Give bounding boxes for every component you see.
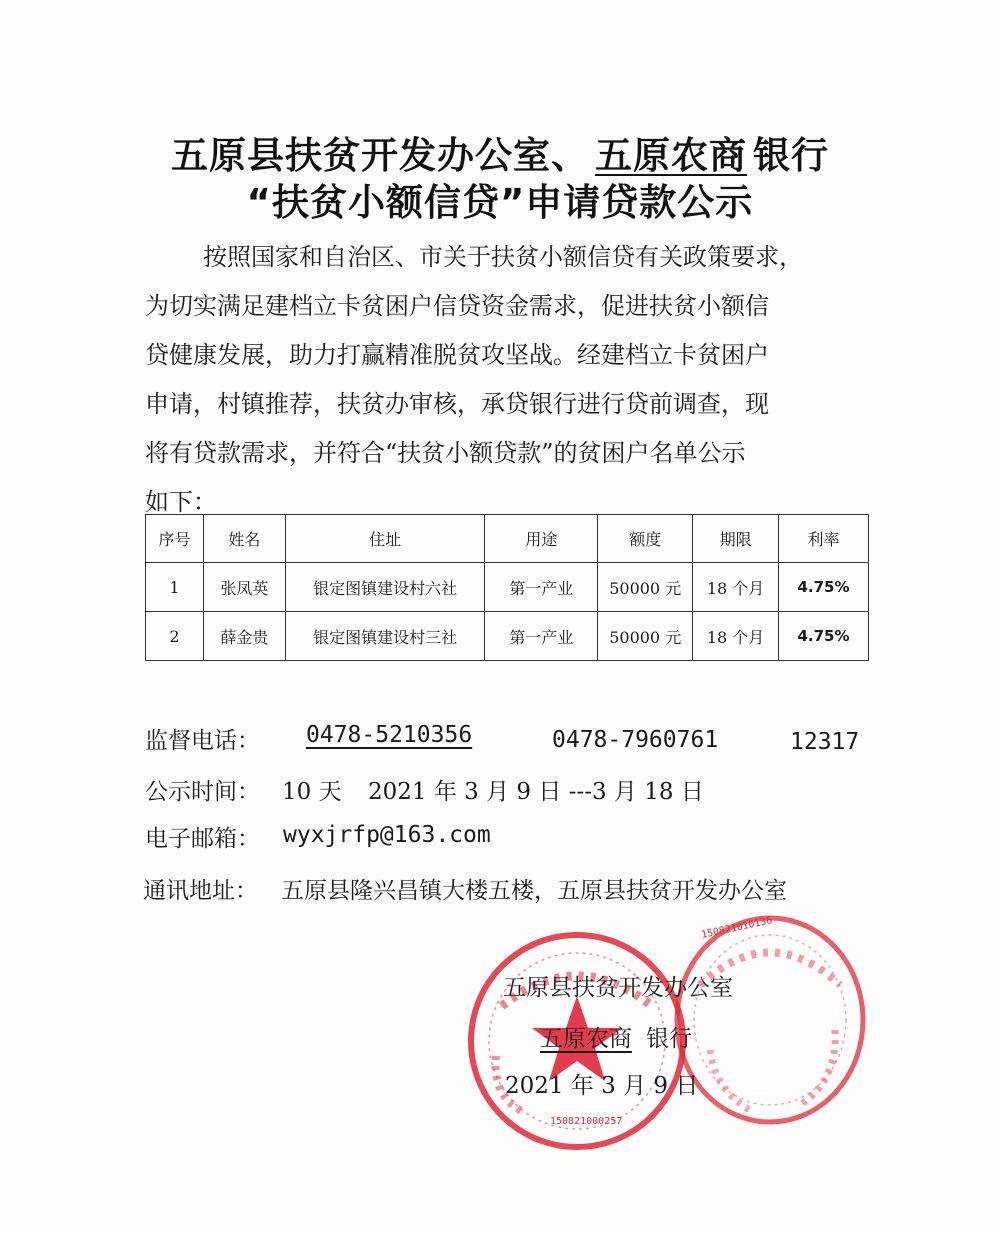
table-cell: 第一产业 [485,612,598,661]
office-seal-serial: 150821000257 [550,1116,623,1127]
signature-bank [540,1020,692,1053]
table-cell: 薛金贵 [203,612,285,661]
table-header-cell: 序号 [146,515,204,563]
table-cell: 4.75% [779,563,869,612]
signature-date: 2021 年 3 月 9 日 [505,1073,699,1099]
signature-office: 五原县扶贫开发办公室 [503,975,733,1001]
table-cell: 银定图镇建设村六社 [285,563,485,612]
table-cell: 18 个月 [693,612,779,661]
table-cell: 18 个月 [693,563,779,612]
table-cell: 2 [146,612,204,661]
intro-line: 为切实满足建档立卡贫困户信贷资金需求，促进扶贫小额信 [145,292,769,320]
address-label: 通讯地址： [143,878,258,904]
table-cell: 第一产业 [485,563,598,612]
signature-bank-name: 五原农商 [540,1026,632,1052]
bank-seal-image [670,910,870,1130]
title-line-1 [0,125,1000,179]
title-suffix: 银行 [753,134,829,177]
table-header-row [146,515,869,563]
table-cell: 50000 元 [598,612,693,661]
email-address: wyxjrfp@163.com [283,822,491,848]
period-label: 公示时间： [145,779,260,805]
phone-number-2: 0478-7960761 [552,727,719,753]
intro-line: 将有贷款需求，并符合“扶贫小额贷款”的贫困户名单公示 [145,439,746,467]
intro-line: 按照国家和自治区、市关于扶贫小额信贷有关政策要求， [203,243,803,271]
phone-number-3: 12317 [790,729,860,755]
intro-line: 如下： [145,488,217,516]
table-row [146,563,869,612]
table-header-cell: 额度 [598,515,693,563]
table-header-cell: 期限 [693,515,779,563]
table-cell: 50000 元 [598,563,693,612]
intro-line: 申请，村镇推荐，扶贫办审核，承贷银行进行贷前调查，现 [145,390,769,418]
bank-seal-serial: 150821010136 [700,915,774,941]
table-cell: 1 [146,563,204,612]
title-bank-name: 五原农商 [595,134,747,177]
table-cell: 4.75% [779,612,869,661]
intro-paragraph [145,233,875,527]
title-line-2: “扶贫小额信贷”申请贷款公示 [246,181,754,224]
title-prefix: 五原县扶贫开发办公室、 [171,134,589,177]
address-text: 五原县隆兴昌镇大楼五楼，五原县扶贫开发办公室 [281,878,787,904]
intro-line: 贷健康发展，助力打赢精准脱贫攻坚战。经建档立卡贫困户 [145,341,769,369]
email-label: 电子邮箱： [145,826,260,852]
signature-bank-suffix: 银行 [646,1026,692,1052]
phone-number-1: 0478-5210356 [306,722,473,748]
phone-label: 监督电话： [145,728,260,754]
table-header-cell: 姓名 [203,515,285,563]
applicant-table [145,514,869,661]
table-cell: 银定图镇建设村三社 [285,612,485,661]
table-header-cell: 住址 [285,515,485,563]
period-range: 2021 年 3 月 9 日 ---3 月 18 日 [368,779,704,805]
table-header-cell: 用途 [485,515,598,563]
table-header-cell: 利率 [779,515,869,563]
period-days: 10 天 [282,779,342,805]
table-row [146,612,869,661]
table-cell: 张凤英 [203,563,285,612]
